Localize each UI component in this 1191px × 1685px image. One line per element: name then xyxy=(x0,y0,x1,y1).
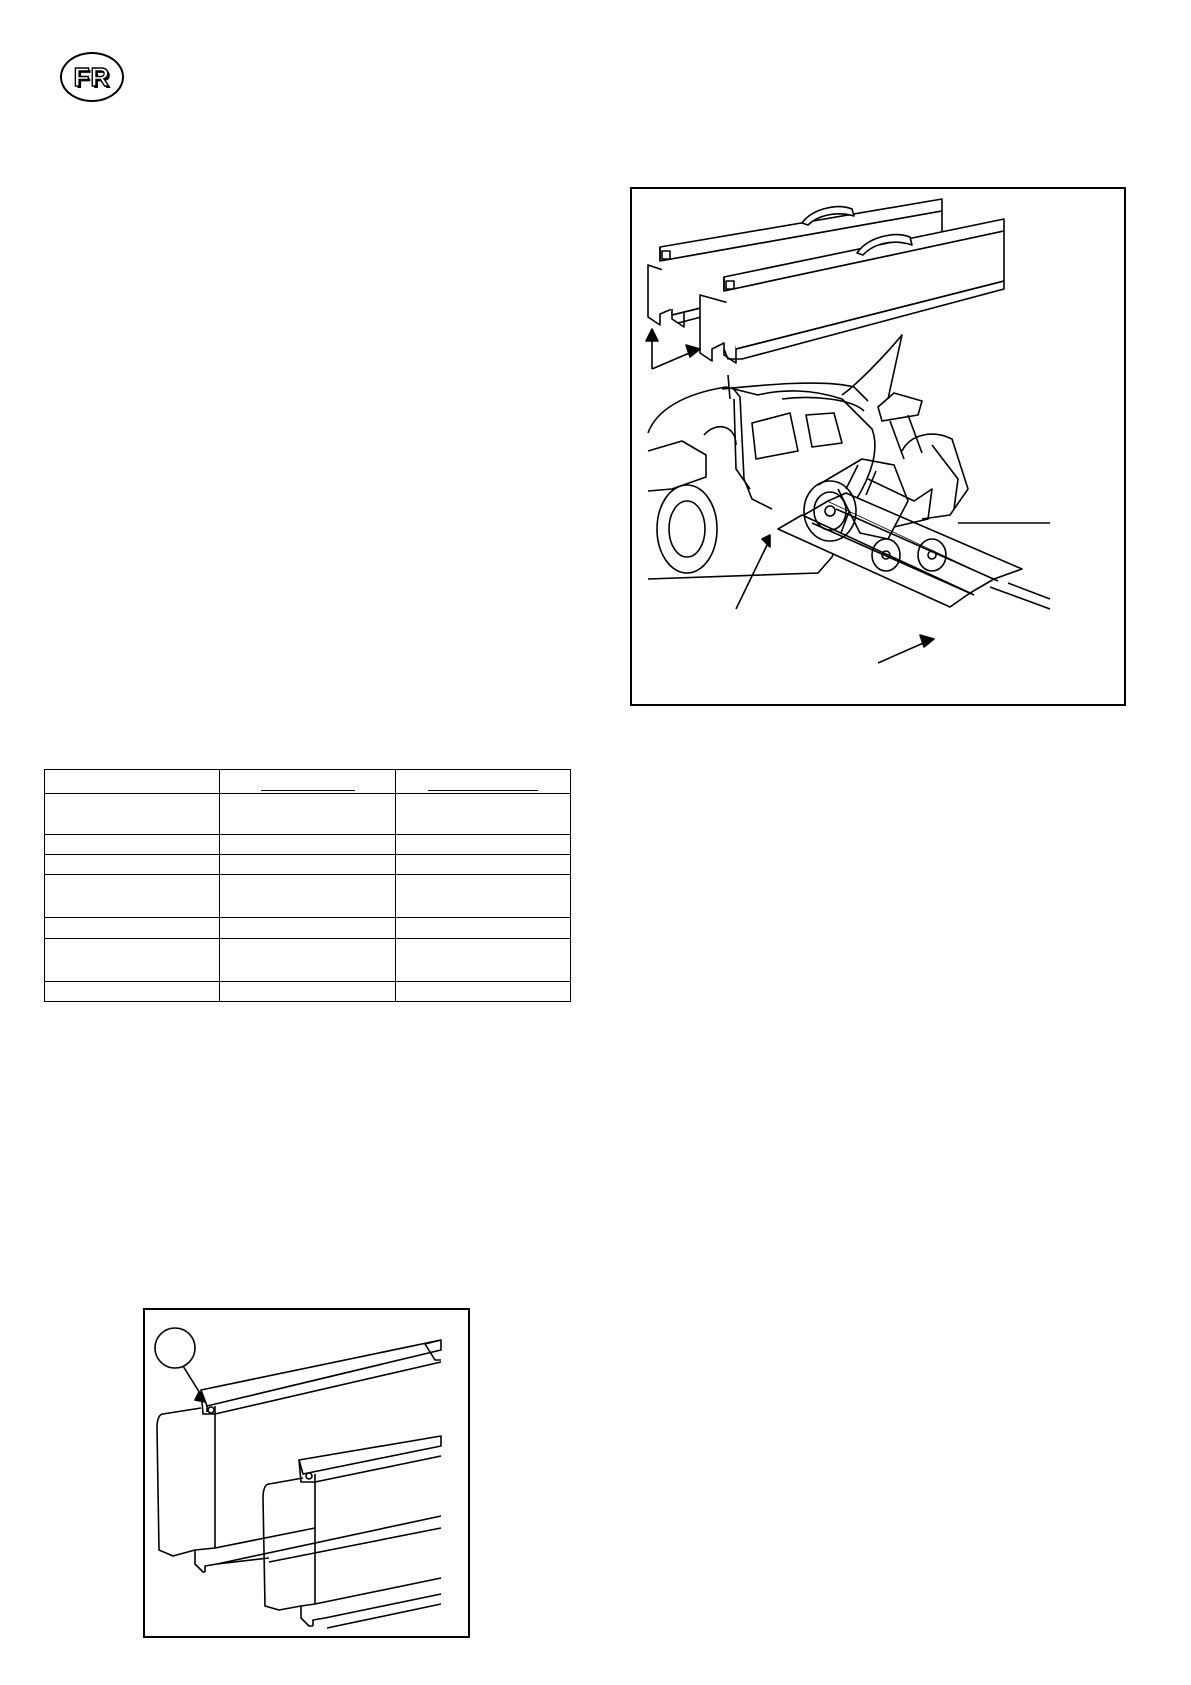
table-cell xyxy=(396,982,571,1002)
table-cell xyxy=(220,875,396,918)
language-badge-label: FR xyxy=(73,61,111,92)
column-header-underline xyxy=(428,790,538,791)
figure-ramp-loading xyxy=(630,187,1126,706)
table-row xyxy=(45,835,571,855)
table-cell xyxy=(220,835,396,855)
figure-rail-detail xyxy=(143,1308,470,1638)
ramp-loading-illustration xyxy=(632,189,1128,708)
table-cell xyxy=(396,770,571,794)
table-cell xyxy=(220,982,396,1002)
table-cell xyxy=(45,982,220,1002)
callout-circle xyxy=(155,1328,195,1368)
table-row xyxy=(45,794,571,835)
table-cell xyxy=(396,835,571,855)
table-cell xyxy=(396,875,571,918)
table-cell xyxy=(220,770,396,794)
table-cell xyxy=(45,875,220,918)
spec-table xyxy=(44,769,571,1002)
table-row xyxy=(45,982,571,1002)
table-cell xyxy=(396,794,571,835)
table-cell xyxy=(220,918,396,939)
table-cell xyxy=(220,939,396,982)
table-row xyxy=(45,875,571,918)
table-cell xyxy=(45,835,220,855)
table-row xyxy=(45,918,571,939)
table-cell xyxy=(396,939,571,982)
table-cell xyxy=(45,918,220,939)
table-cell xyxy=(45,855,220,875)
table-cell xyxy=(220,794,396,835)
table-row xyxy=(45,855,571,875)
table-cell xyxy=(45,794,220,835)
rail-detail-illustration xyxy=(145,1310,472,1640)
table-cell xyxy=(45,939,220,982)
table-cell xyxy=(45,770,220,794)
table-cell xyxy=(396,855,571,875)
language-badge xyxy=(60,52,124,102)
table-row xyxy=(45,939,571,982)
table-cell xyxy=(396,918,571,939)
table-row xyxy=(45,770,571,794)
column-header-underline xyxy=(261,790,355,791)
table-cell xyxy=(220,855,396,875)
